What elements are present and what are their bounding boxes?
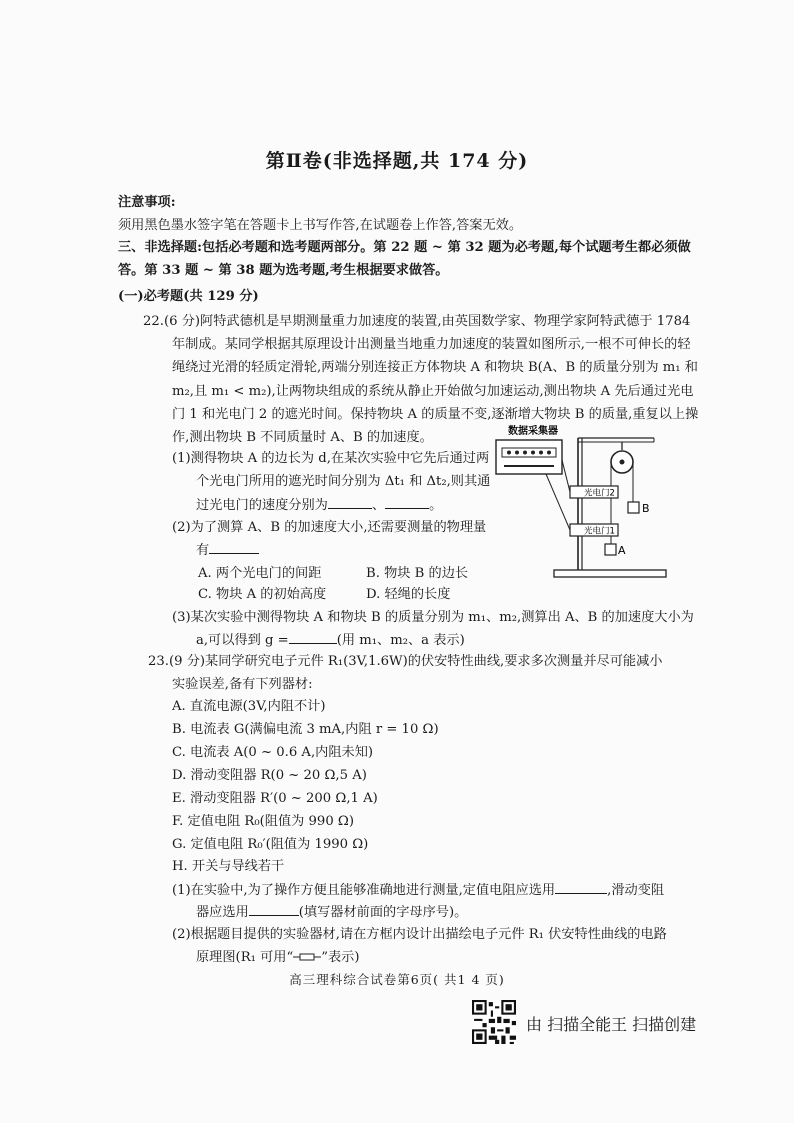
notes-heading: 注意事项: — [118, 195, 176, 210]
equipment-e: E. 滑动变阻器 R′(0 ~ 200 Ω,1 A) — [172, 791, 378, 806]
collector-led — [507, 451, 511, 455]
period: 。 — [429, 498, 443, 513]
q22-line-3: 绳绕过光滑的轻质定滑轮,两端分别连接正方体物块 A 和物块 B(A、B 的质量分别为 m₁ 和 — [172, 360, 698, 375]
section-three-line-2: 答。第 33 题 ~ 第 38 题为选考题,考生根据要求做答。 — [118, 263, 449, 278]
q22-line-4: m₂,且 m₁ < m₂),让两物块组成的系统从静止开始做匀加速运动,测出物块 A 先后通过光电 — [172, 384, 694, 399]
answer-blank — [385, 496, 429, 509]
option-c: C. 物块 A 的初始高度 — [198, 587, 327, 602]
q23-part1-text-end: ,滑动变阻 — [607, 883, 665, 898]
collector-led — [515, 451, 519, 455]
base-plate — [554, 570, 666, 577]
q23-part2-text: 原理图(R₁ 可用“ — [196, 950, 294, 965]
collector-led — [539, 451, 543, 455]
collector-led — [523, 451, 527, 455]
resistor-icon — [293, 952, 321, 962]
equipment-c: C. 电流表 A(0 ~ 0.6 A,内阻未知) — [172, 745, 374, 760]
q22-part2-line-1: (2)为了测算 A、B 的加速度大小,还需要测量的物理量 — [172, 520, 487, 535]
q22-line-5: 门 1 和光电门 2 的遮光时间。保持物块 A 的质量不变,逐渐增大物块 B 的质量,重复以上操 — [172, 407, 699, 422]
q22-line-6: 作,测出物块 B 不同质量时 A、B 的加速度。 — [172, 430, 433, 445]
wire-gate-1 — [546, 474, 570, 530]
page-title: 第Ⅱ卷(非选择题,共 174 分) — [265, 150, 529, 172]
photogate-1-label: 光电门1 — [584, 526, 615, 537]
collector-led — [547, 451, 551, 455]
q23-part1-text: (1)在实验中,为了操作方便且能够准确地进行测量,定值电阻应选用 — [172, 883, 556, 898]
q22-part1-text: 过光电门的速度分别为 — [196, 498, 328, 513]
label-a: A — [618, 544, 626, 557]
photogate-2-label: 光电门2 — [584, 488, 615, 499]
notes-line: 须用黑色墨水签字笔在答题卡上书写作答,在试题卷上作答,答案无效。 — [118, 218, 523, 233]
q23-part2-line-1: (2)根据题目提供的实验器材,请在方框内设计出描绘电子元件 R₁ 伏安特性曲线的电路 — [172, 927, 667, 942]
q22-part3-line-2 — [196, 631, 465, 650]
q23-part2-line-2 — [196, 949, 360, 967]
q22-line-2: 年制成。某同学根据其原理设计出测量当地重力加速度的装置如图所示,一根不可伸长的轻 — [172, 337, 691, 352]
pulley-hub — [620, 460, 625, 465]
qr-code-icon — [472, 1000, 516, 1044]
scanner-credit: 由 扫描全能王 扫描创建 — [526, 1015, 697, 1034]
q23-part1-text-2: 器应选用 — [196, 905, 249, 920]
data-collector-label: 数据采集器 — [508, 426, 558, 437]
q23-line-2: 实验误差,备有下列器材: — [172, 677, 313, 692]
answer-blank — [289, 631, 337, 644]
q23-part2-text-end: ”表示) — [321, 950, 360, 965]
option-d: D. 轻绳的长度 — [366, 587, 451, 602]
page-footer: 高三理科综合试卷第6页( 共1 4 页) — [289, 972, 505, 987]
section-three-line-1: 三、非选择题:包括必考题和选考题两部分。第 22 题 ~ 第 32 题为必考题,每个试题考生都必须做 — [118, 240, 691, 255]
q23-part1-line-1 — [172, 881, 664, 900]
wire-gate-2 — [562, 460, 570, 492]
equipment-g: G. 定值电阻 R₀′(阻值为 1990 Ω) — [172, 837, 369, 852]
q22-part3-line-1: (3)某次实验中测得物块 A 和物块 B 的质量分别为 m₁、m₂,测算出 A、B 的加速度大小为 — [172, 610, 694, 625]
q22-part1-line-2: 个光电门所用的遮光时间分别为 Δt₁ 和 Δt₂,则其通 — [196, 474, 491, 489]
answer-blank — [328, 496, 372, 509]
option-a: A. 两个光电门的间距 — [198, 566, 322, 581]
q22-part1-line-1: (1)测得物块 A 的边长为 d,在某次实验中它先后通过两 — [172, 451, 490, 466]
q23-part1-line-2 — [196, 903, 467, 922]
option-b: B. 物块 B 的边长 — [366, 566, 469, 581]
equipment-f: F. 定值电阻 R₀(阻值为 990 Ω) — [172, 814, 354, 829]
answer-blank — [555, 881, 607, 894]
block-a — [605, 544, 616, 555]
answer-blank — [249, 903, 299, 916]
equipment-a: A. 直流电源(3V,内阻不计) — [172, 699, 326, 714]
collector-led — [531, 451, 535, 455]
q22-part2-line-2 — [196, 541, 259, 560]
separator: 、 — [371, 498, 386, 513]
q22-part3-hint: (用 m₁、m₂、a 表示) — [336, 633, 465, 648]
q22-part3-text: a,可以得到 g = — [196, 633, 289, 648]
block-b — [628, 502, 639, 513]
q22-part1-line-3 — [196, 496, 442, 515]
atwood-machine-diagram — [494, 420, 674, 585]
equipment-b: B. 电流表 G(满偏电流 3 mA,内阻 r = 10 Ω) — [172, 722, 439, 737]
equipment-h: H. 开关与导线若干 — [172, 859, 285, 874]
part-one-heading: (一)必考题(共 129 分) — [118, 289, 259, 304]
equipment-d: D. 滑动变阻器 R(0 ~ 20 Ω,5 A) — [172, 768, 367, 783]
scanner-watermark — [472, 1000, 732, 1046]
label-b: B — [642, 502, 650, 515]
q23-line-1: 23.(9 分)某同学研究电子元件 R₁(3V,1.6W)的伏安特性曲线,要求多次测量并尽可能减小 — [148, 654, 663, 669]
q22-part2-text: 有 — [196, 543, 210, 558]
q23-part1-hint: (填写器材前面的字母序号)。 — [298, 905, 468, 920]
answer-blank — [209, 541, 259, 554]
q22-line-1: 22.(6 分)阿特武德机是早期测量重力加速度的装置,由英国数学家、物理学家阿特武德于 1784 — [143, 314, 691, 329]
